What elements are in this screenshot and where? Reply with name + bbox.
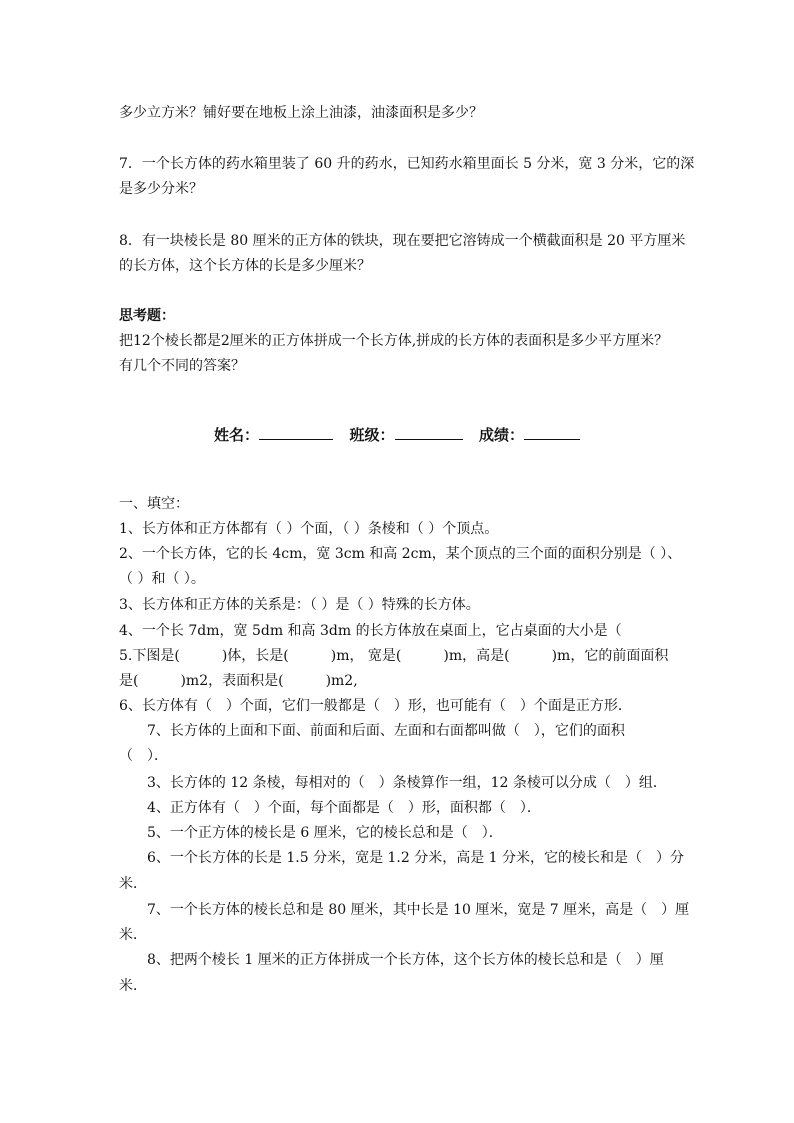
problem-6-tail: 多少立方米？铺好要在地板上涂上油漆，油漆面积是多少？ <box>119 105 483 121</box>
score-blank <box>524 425 580 440</box>
fill-r7-line-1: 7、一个长方体的棱长总和是 80 厘米，其中长是 10 厘米，宽是 7 厘米，高是（ ）厘 <box>147 902 690 918</box>
fill-r8-line-2: 米． <box>119 978 147 994</box>
score-label: 成绩： <box>478 426 524 444</box>
fill-r5: 5、一个正方体的棱长是 6 厘米，它的棱长总和是（ ）． <box>147 825 503 841</box>
fill-q2-line-2: （ ）和（ ）。 <box>119 571 205 587</box>
thinking-title: 思考题： <box>119 308 175 324</box>
thinking-line-2: 有几个不同的答案？ <box>119 358 245 374</box>
problem-7-line-2: 是多少分米？ <box>119 181 203 197</box>
fill-q4: 4、一个长 7dm，宽 5dm 和高 3dm 的长方体放在桌面上，它占桌面的大小是（ <box>119 623 622 639</box>
fill-q7-line-2: （ ）． <box>119 748 168 764</box>
fill-q3: 3、长方体和正方体的关系是：（ ）是（ ）特殊的长方体。 <box>119 597 480 613</box>
student-info-header <box>0 424 794 445</box>
name-blank <box>259 425 333 440</box>
fill-q5-line-1: 5.下图是( )体，长是( )m， 宽是( )m，高是( )m，它的前面面积 <box>119 648 669 664</box>
problem-7-line-1: 7．一个长方体的药水箱里装了 60 升的药水，已知药水箱里面长 5 分米，宽 3 分米，它的深 <box>119 156 695 172</box>
fill-q6: 6、长方体有（ ）个面，它们一般都是（ ）形，也可能有（ ）个面是正方形． <box>119 698 632 714</box>
fill-r3: 3、长方体的 12 条棱，每相对的（ ）条棱算作一组，12 条棱可以分成（ ）组． <box>147 775 667 791</box>
fill-q5-line-2: 是( )m2，表面积是( )m2, <box>119 673 358 689</box>
class-blank <box>395 425 463 440</box>
fill-r8-line-1: 8、把两个棱长 1 厘米的正方体拼成一个长方体，这个长方体的棱长总和是（ ）厘 <box>147 952 664 968</box>
fill-q1: 1、长方体和正方体都有（ ）个面，（ ）条棱和（ ）个顶点。 <box>119 521 499 537</box>
fill-section-title: 一、填空： <box>119 496 189 512</box>
class-label: 班级： <box>349 426 395 444</box>
fill-r6-line-1: 6、一个长方体的长是 1.5 分米，宽是 1.2 分米，高是 1 分米，它的棱长和是（ ）分 <box>147 850 685 866</box>
fill-r6-line-2: 米． <box>119 876 147 892</box>
problem-8-line-2: 的长方体，这个长方体的长是多少厘米？ <box>119 258 371 274</box>
thinking-line-1: 把12个棱长都是2厘米的正方体拼成一个长方体,拼成的长方体的表面积是多少平方厘米？ <box>119 333 669 349</box>
fill-q2-line-1: 2、一个长方体，它的长 4cm，宽 3cm 和高 2cm，某个顶点的三个面的面积分别是（ ）、 <box>119 546 682 562</box>
fill-q7-line-1: 7、长方体的上面和下面、前面和后面、左面和右面都叫做（ ），它们的面积 <box>147 723 625 739</box>
fill-r4: 4、正方体有（ ）个面，每个面都是（ ）形，面积都（ ）． <box>147 800 541 816</box>
name-label: 姓名： <box>214 426 260 444</box>
fill-r7-line-2: 米． <box>119 927 147 943</box>
problem-8-line-1: 8．有一块棱长是 80 厘米的正方体的铁块，现在要把它溶铸成一个横截面积是 20 平方厘米 <box>119 233 686 249</box>
